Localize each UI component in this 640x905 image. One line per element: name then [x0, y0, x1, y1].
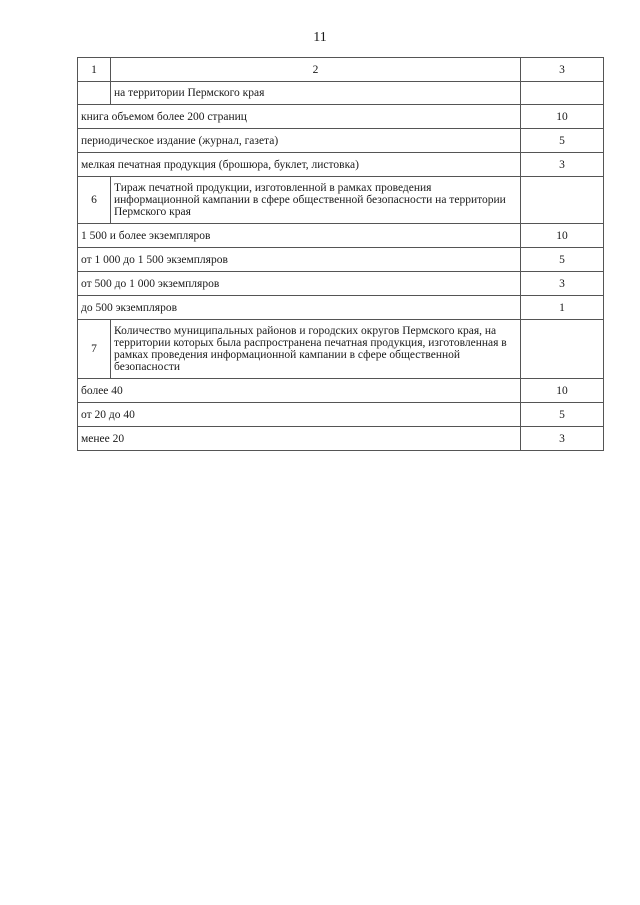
row-score: 3	[521, 272, 604, 296]
table-row	[78, 379, 604, 403]
section-description: Количество муниципальных районов и городских округов Пермского края, на территории которых была распространена печатная продукция, изготовленная в рамках проведения информационной кампании в сфере общественной безопасности	[111, 320, 521, 379]
table-row	[78, 153, 604, 177]
section-number: 7	[78, 320, 111, 379]
table-row	[78, 224, 604, 248]
table-row	[78, 272, 604, 296]
row-score: 5	[521, 129, 604, 153]
table-row	[78, 296, 604, 320]
row-score: 10	[521, 379, 604, 403]
row-label: периодическое издание (журнал, газета)	[78, 129, 521, 153]
row-label: менее 20	[78, 427, 521, 451]
row-score: 3	[521, 153, 604, 177]
row-label: от 500 до 1 000 экземпляров	[78, 272, 521, 296]
table-row	[78, 129, 604, 153]
row-score: 5	[521, 403, 604, 427]
section-row-7	[78, 320, 604, 379]
row-label: от 20 до 40	[78, 403, 521, 427]
table-row	[78, 82, 604, 105]
row-score: 1	[521, 296, 604, 320]
score-cell	[521, 177, 604, 224]
row-label: более 40	[78, 379, 521, 403]
section-description: Тираж печатной продукции, изготовленной в рамках проведения информационной кампании в сфере общественной безопасности на территории Пермского края	[111, 177, 521, 224]
table-header-row	[78, 58, 604, 82]
continuation-text: на территории Пермского края	[111, 82, 521, 105]
number-cell	[78, 82, 111, 105]
row-score: 10	[521, 224, 604, 248]
row-label: книга объемом более 200 страниц	[78, 105, 521, 129]
table-row	[78, 248, 604, 272]
column-header-1: 1	[78, 58, 111, 82]
page-number: 11	[313, 30, 327, 45]
row-score: 5	[521, 248, 604, 272]
section-number: 6	[78, 177, 111, 224]
table-row	[78, 403, 604, 427]
row-label: 1 500 и более экземпляров	[78, 224, 521, 248]
table-row	[78, 105, 604, 129]
column-header-3: 3	[521, 58, 604, 82]
table-row	[78, 427, 604, 451]
section-row-6	[78, 177, 604, 224]
score-cell	[521, 82, 604, 105]
row-label: от 1 000 до 1 500 экземпляров	[78, 248, 521, 272]
row-score: 3	[521, 427, 604, 451]
criteria-table	[77, 57, 604, 451]
column-header-2: 2	[111, 58, 521, 82]
row-score: 10	[521, 105, 604, 129]
row-label: мелкая печатная продукция (брошюра, буклет, листовка)	[78, 153, 521, 177]
row-label: до 500 экземпляров	[78, 296, 521, 320]
score-cell	[521, 320, 604, 379]
